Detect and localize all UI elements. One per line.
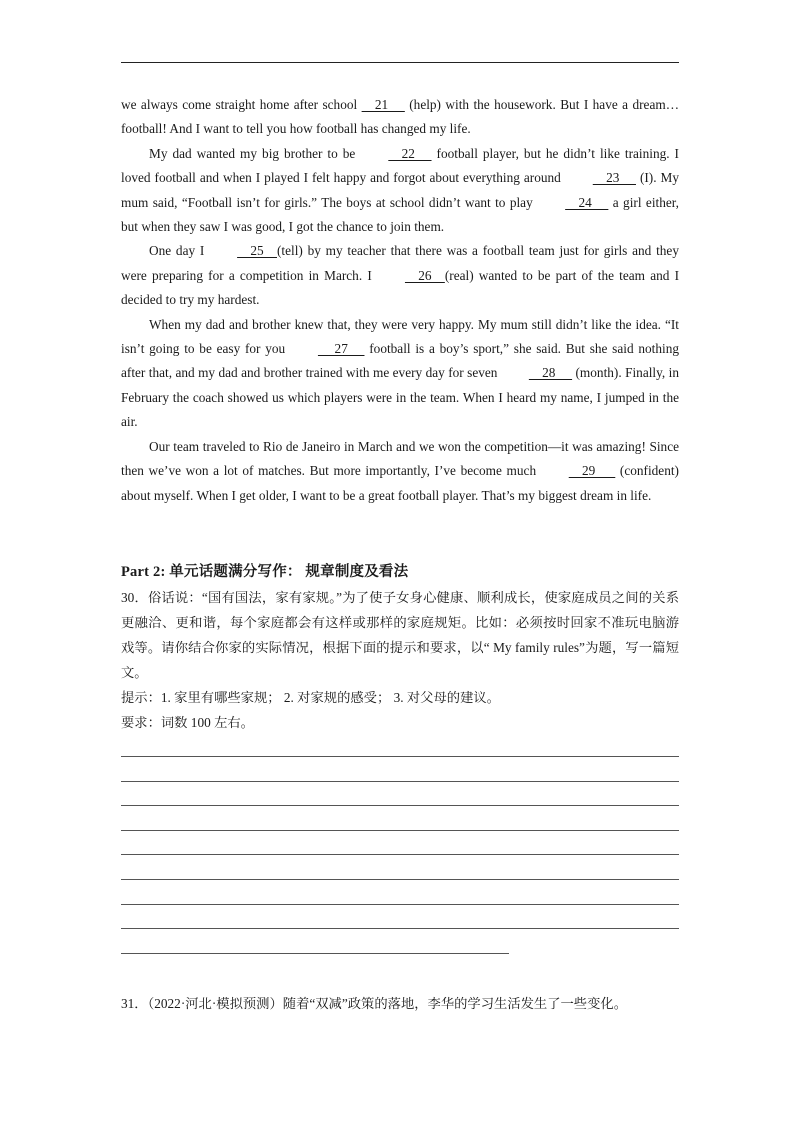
q30-hint: 提示：1. 家里有哪些家规； 2. 对家规的感受； 3. 对父母的建议。 — [121, 690, 500, 705]
passage-text: (tell) by my teacher that there was a football team just for girls and they were preparing for a competition in March. I — [121, 243, 679, 283]
part2-title: Part 2: 单元话题满分写作： 规章制度及看法 — [121, 564, 409, 580]
passage-text: One day I — [149, 243, 210, 259]
answer-blank[interactable]: 21 — [361, 97, 405, 112]
passage-text: (I). My mum said, “Football isn’t for girls.” The boys at school didn’t want to play — [121, 170, 680, 210]
writing-line[interactable] — [121, 879, 679, 880]
answer-blank[interactable]: 28 — [528, 365, 573, 381]
writing-line[interactable] — [121, 805, 679, 806]
answer-blank[interactable]: 26 — [404, 267, 445, 283]
writing-line[interactable] — [121, 953, 509, 954]
cloze-passage — [121, 93, 679, 508]
passage-text: When my dad and brother knew that, they were very happy. My mum still didn’t like the idea. “It isn’t going to be easy for you — [121, 316, 679, 357]
question-31: 31．（2022·河北·模拟预测）随着“双减”政策的落地，李华的学习生活发生了一些变化。 — [121, 996, 627, 1011]
passage-text: a girl either, but when they saw I was good, I got the chance to join them. — [121, 194, 679, 235]
writing-line[interactable] — [121, 781, 679, 782]
passage-text: (help) with the housework. But I have a dream…football! And I want to tell you how football has changed my life. — [121, 97, 679, 137]
passage-text: (month). Finally, in February the coach showed us which players were in the team. When I heard my name, I jumped in the air. — [121, 365, 679, 430]
header-rule — [121, 62, 679, 63]
q30-prompt: 30．俗话说：“国有国法，家有家规。”为了使子女身心健康、顺利成长，使家庭成员之间的关系更融洽、更和谐，每个家庭都会有这样或那样的家庭规矩。比如：必须按时回家不准玩电脑游戏等。请你结合你家的实际情况，根据下面的提示和要求，以“ My family rules”为题，写一篇短文。 — [121, 590, 679, 680]
writing-line[interactable] — [121, 928, 679, 929]
passage-paragraph — [121, 313, 679, 435]
passage-text: My dad wanted my big brother to be — [149, 145, 361, 161]
answer-blank[interactable]: 25 — [237, 243, 277, 259]
passage-paragraph — [121, 93, 679, 142]
passage-text: football player, but he didn’t like training. I loved football and when I played I felt happy and forgot about everything around — [121, 145, 679, 186]
question-30 — [121, 585, 679, 735]
passage-text: we always come straight home after school — [121, 97, 362, 112]
q30-requirement: 要求：词数 100 左右。 — [121, 715, 254, 730]
passage-text: (confident) about myself. When I get older, I want to be a great football player. That’s my biggest dream in life. — [121, 463, 679, 503]
answer-blank[interactable]: 27 — [317, 341, 365, 357]
passage-paragraph — [121, 435, 679, 508]
answer-blank[interactable]: 22 — [388, 145, 432, 161]
passage-text: (real) wanted to be part of the team and I decided to try my hardest. — [121, 267, 679, 308]
answer-writing-area[interactable] — [121, 756, 679, 977]
writing-line[interactable] — [121, 830, 679, 831]
writing-line[interactable] — [121, 854, 679, 855]
passage-paragraph — [121, 142, 679, 240]
passage-paragraph — [121, 239, 679, 312]
answer-blank[interactable]: 23 — [592, 170, 636, 186]
answer-blank[interactable]: 29 — [568, 463, 616, 479]
writing-line[interactable] — [121, 756, 679, 757]
passage-text: football is a boy’s sport,” she said. But she said nothing after that, and my dad and brother trained with me every day for seven — [121, 341, 679, 381]
writing-line[interactable] — [121, 904, 679, 905]
answer-blank[interactable]: 24 — [565, 194, 609, 210]
passage-text: Our team traveled to Rio de Janeiro in March and we won the competition—it was amazing! Since then we’ve won a lot of matches. But more importantly, I’ve become much — [121, 438, 679, 479]
